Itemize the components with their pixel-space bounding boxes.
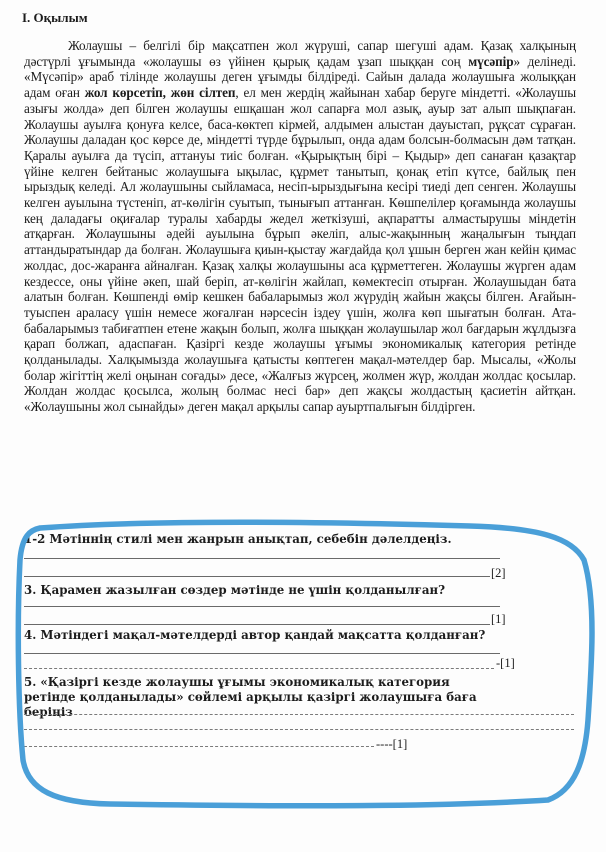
highlight-stroke xyxy=(18,522,592,806)
question-5: 5. «Қазіргі кезде жолаушы ұғымы экономикалық категория ретінде қолданылады» сөйлемі арқылы қазіргі жолаушыға баға беріңіз xyxy=(24,675,477,719)
bold-word-musapir: мүсәпір xyxy=(468,53,514,69)
passage-text-3: , ел мен жердің жайынан хабар беруге міндетті. «Жолаушы азығы жолда» деп білген жолаушы ешқашан жол сапарға мол азық, ауыр зат алып шықпаған. Жолаушы ауылға қонуға келсе, баса-көктеп кірмей, алдымен алыстан дауыстап, рұқсат сұраған. Жолаушы даладан қос көрсе де, міндетті түрде бұрылып, онда адам болсын-болмасын дәм татқан. Қаралы ауылға да түсіп, аттануы тиіс болған. «Қырықтың бірі – Қыдыр» деп санаған қазақтар үйіне келген бейтаныс жолаушыға ықылас, құрмет танытып, қонақ етіп күтсе, байлық пен ырыздық келеді. Ал жолаушыны сыйламаса, несіп-ырыздығына кесірі тиеді деп сенген. Жолаушы келген ауылына түстеніп, ат-көлігін суытып, тынығып аттанған. Көшпелілер қоғамында жолаушы кең даладағы оқиғалар туралы хабарды жедел жеткізуші, ақпаратты алмастырушы міндетін атқарған. Жолаушыны әдейі ауылына бұрып әкеліп, алыс-жақынның жаңалығын тыңдап аттандыратындар да болған. Жолаушыға қиын-қыстау жағдайда қол ұшын берген жан кейін қимас жолдас, дос-жаранға айналған. Қазақ халқы жолаушыны аса құрметтеген. Жолаушы жүрген адам кездессе, оны үйіне әкеп, шай беріп, ат-көлігін жайлап, көмектесіп отырған. Жолаушыдан бата алатын болған. Көшпенді өмір кешкен бабаларымыз жол жүрудің жайын жақсы білген. Ағайын-туыспен араласу үшін немесе жоғалған нәрсесін іздеу үшін, жолға көп шығатын болған. Ата-бабаларымыз табиғатпен етене жақын болып, жолға шыққан жолаушылар жол бағдарын жұлдызға қарап болжап, адаспаған. Қазіргі кезде жолаушы ұғымы экономикалық категория ретінде қолданылады. Халқымызда жолаушыға қатысты көптеген мақал-мәтелдер бар. Мысалы, «Жолы болар жігіттің желі оңынан соғады» десе, «Жалғыз жүрсең, жолмен жүр, жолдан жолдас қосылар. Жолдан жолдас қосылса, жолың болмас несі бар» деп жақсы жолдастың қасиетін айтқан. «Жолаушыны жол сынайды» деген мақал арқылы сапар ауыртпалығын білдірген. xyxy=(24,85,576,415)
passage-text-1: Жолаушы – белгілі бір мақсатпен жол жүруші, сапар шегуші адам. Қазақ халқының дәстүрлі ұғымында «жолаушы өз үйінен қырық қадам ұзап шыққан соң xyxy=(24,38,576,69)
passage-text-2: » делінеді. «Мүсәпір» араб тілінде жолаушы деген ұғымды білдіреді. Сайын далада жолаушыға жолыққан адам оған xyxy=(24,53,576,101)
question-4: 4. Мәтіндегі мақал-мәтелдерді автор қандай мақсатта қолданған? xyxy=(24,628,486,642)
mark-value: [1] xyxy=(500,656,515,670)
question-1-2: 1-2 Мәтіннің стилі мен жанрын анықтап, себебін дәлелдеңіз. xyxy=(24,532,452,546)
mark-q1-2: [2] xyxy=(491,566,506,580)
bold-phrase-directions: жол көрсетіп, жөн сілтеп xyxy=(84,85,236,101)
question-3: 3. Қарамен жазылған сөздер мәтінде не үшін қолданылған? xyxy=(24,583,446,597)
mark-prefix: - xyxy=(496,656,501,670)
mark-prefix: ---- xyxy=(376,737,393,751)
section-title: I. Оқылым xyxy=(22,10,88,25)
mark-value: [1] xyxy=(392,737,408,751)
mark-q3: [1] xyxy=(491,612,506,626)
